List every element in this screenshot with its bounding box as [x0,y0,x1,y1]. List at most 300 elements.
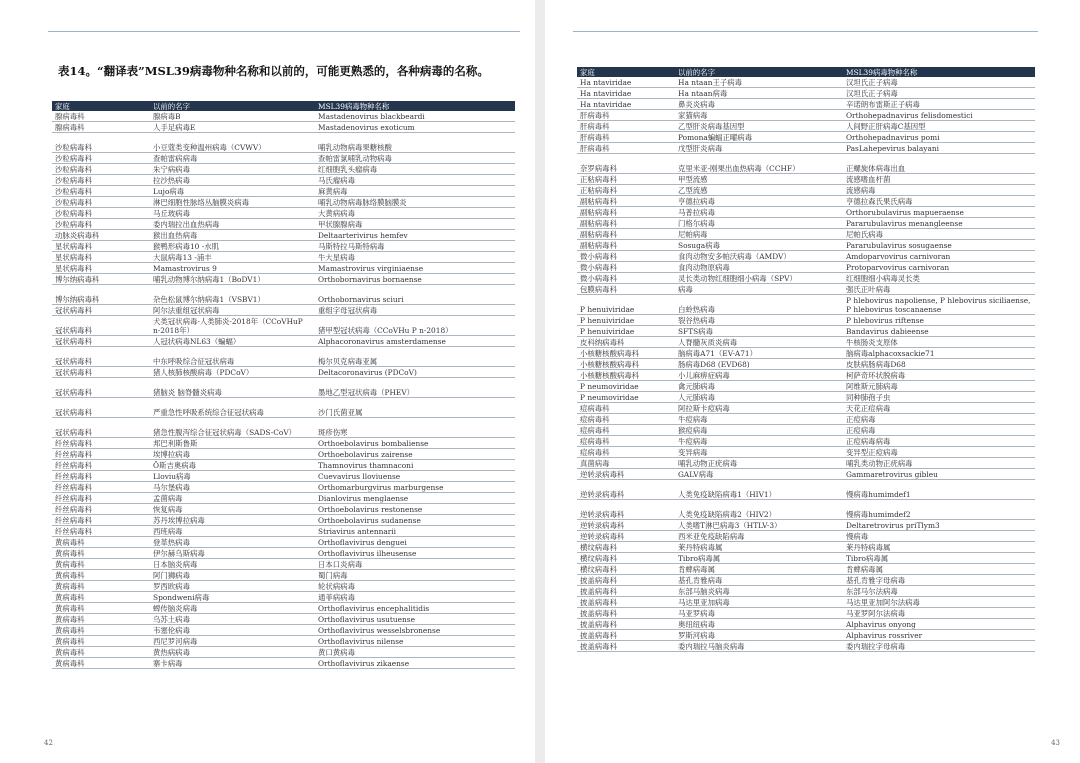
table-row [577,273,1035,284]
table-row [577,174,1035,185]
cell-msl39-name: Amdoparvovirus carnivoran [843,251,1035,262]
cell-msl39-name: P hlebovirus riftense [843,315,1035,326]
header-former-name: 以前的名字 [150,101,315,111]
cell-former-name: 乌苏土病毒 [150,614,315,625]
cell-former-name: 阿尔法重组冠状病毒 [150,305,315,316]
cell-family: 副粘病毒科 [577,196,675,207]
cell-msl39-name: Mastadenovirus exoticum [315,122,515,133]
header-former-name: 以前的名字 [675,67,843,77]
table-row [577,207,1035,218]
table-row [52,219,515,230]
cell-msl39-name: Alphacoronavirus amsterdamense [315,336,515,347]
table-row [577,542,1035,553]
cell-msl39-name: Cuevavirus lloviuense [315,471,515,482]
table-row [52,175,515,186]
cell-msl39-name: Gammaretrovirus gibleu [843,469,1035,480]
cell-family: 冠状病毒科 [52,378,150,398]
cell-family: 沙粒病毒科 [52,186,150,197]
cell-msl39-name: 基孔肯雅字母病毒 [843,575,1035,586]
cell-msl39-name: Orthohepadnavirus pomi [843,132,1035,143]
cell-msl39-name: 红细胞细小病毒灵长类 [843,273,1035,284]
right-page [545,0,1080,763]
table-row [52,438,515,449]
cell-family: 星状病毒科 [52,241,150,252]
cell-former-name: 奥纽纽病毒 [675,619,843,630]
cell-family: Ha ntaviridae [577,77,675,88]
cell-former-name: 家猫病毒 [675,110,843,121]
cell-family: 黄病毒科 [52,658,150,669]
cell-former-name: 邦巴利斯鲁斯 [150,438,315,449]
cell-former-name: Mamastrovirus 9 [150,263,315,274]
cell-family: 逆转录病毒科 [577,531,675,542]
cell-family: 副粘病毒科 [577,218,675,229]
cell-family: Ha ntaviridae [577,99,675,110]
cell-family: 痘病毒科 [577,447,675,458]
table-row [52,285,515,305]
cell-former-name: 韦塞伦病毒 [150,625,315,636]
table-row [52,449,515,460]
cell-former-name: Ha ntaan病毒 [675,88,843,99]
cell-former-name: 人元肺病毒 [675,392,843,403]
cell-msl39-name: 大黄病病毒 [315,208,515,219]
cell-msl39-name: 梅尔贝克病毒亚属 [315,347,515,367]
cell-msl39-name: Orthoflavivirus ilheusense [315,548,515,559]
cell-former-name: Lujo病毒 [150,186,315,197]
cell-former-name: 罗西欧病毒 [150,581,315,592]
table-row [52,658,515,669]
cell-former-name: 哺乳动物正疣病毒 [675,458,843,469]
cell-msl39-name: 慢病毒 [843,531,1035,542]
table-row [577,295,1035,315]
cell-family: 星状病毒科 [52,252,150,263]
table-row [577,597,1035,608]
cell-former-name: 东部马脑炎病毒 [675,586,843,597]
cell-msl39-name: Orthoebolavirus sudanense [315,515,515,526]
table-row [52,367,515,378]
table-row [52,153,515,164]
cell-former-name: 哺乳动物博尔纳病毒1（BoDV1） [150,274,315,285]
cell-msl39-name: 慢病毒humimdef2 [843,500,1035,520]
cell-family: 星状病毒科 [52,263,150,274]
cell-msl39-name: 辛诺朗布雷斯正子病毒 [843,99,1035,110]
table-caption: 表14。“翻译表”MSL39病毒物种名称和以前的，可能更熟悉的，各种病毒的名称。 [58,64,489,78]
cell-msl39-name: 查帕雷氯哺乳动物病毒 [315,153,515,164]
cell-msl39-name: 哺乳动物病毒脉络膜脑膜炎 [315,197,515,208]
cell-family: 冠状病毒科 [52,398,150,418]
cell-former-name: 犬类冠状病毒-人类肺炎-2018年（CCoVHuP n-2018年） [150,316,315,336]
table-row [52,274,515,285]
cell-former-name: Tibro病毒属 [675,553,843,564]
cell-family: 黄病毒科 [52,603,150,614]
cell-former-name: 马丘玻病毒 [150,208,315,219]
table-row [52,111,515,122]
cell-msl39-name: 亨德拉森氏果氏病毒 [843,196,1035,207]
table-row [52,482,515,493]
cell-family: 沙粒病毒科 [52,208,150,219]
cell-msl39-name: 轮状病病毒 [315,581,515,592]
cell-family: 黄病毒科 [52,559,150,570]
cell-family: 纤丝病毒科 [52,438,150,449]
table-row [52,305,515,316]
table-row [52,263,515,274]
table-row [577,154,1035,174]
cell-msl39-name: 黄口黄病毒 [315,647,515,658]
cell-former-name: 罗斯河病毒 [675,630,843,641]
cell-family: 冠状病毒科 [52,316,150,336]
cell-family: 黄病毒科 [52,592,150,603]
table-row [577,480,1035,500]
cell-family: 纤丝病毒科 [52,460,150,471]
table-row [577,121,1035,132]
cell-msl39-name: Orthoflavivirus denguei [315,537,515,548]
header-family: 家庭 [52,101,150,111]
table-body [577,77,1035,652]
cell-former-name: 小豆蔻类变种温州病毒（CVWV） [150,133,315,153]
table-row [52,614,515,625]
cell-msl39-name: 天花正痘病毒 [843,403,1035,414]
cell-former-name: 苏丹埃博拉病毒 [150,515,315,526]
cell-msl39-name: 牛大星病毒 [315,252,515,263]
cell-msl39-name: Orthoebolavirus bombaliense [315,438,515,449]
cell-former-name: Ö斯吉奥病毒 [150,460,315,471]
cell-msl39-name: 麻黄病毒 [315,186,515,197]
cell-family: 腺病毒科 [52,111,150,122]
cell-former-name: 猴痘病毒 [675,425,843,436]
cell-family: 纤丝病毒科 [52,515,150,526]
cell-msl39-name: PasLahepevirus balayani [843,143,1035,154]
cell-family: 纤丝病毒科 [52,482,150,493]
cell-family: 肝病毒科 [577,110,675,121]
cell-family: 包膜病毒科 [577,284,675,295]
virus-name-table-right [577,67,1035,652]
cell-former-name: 日本脑炎病毒 [150,559,315,570]
cell-msl39-name: 皮肤病肠病毒D68 [843,359,1035,370]
cell-former-name: 人类嗜T淋巴病毒3（HTLV-3） [675,520,843,531]
cell-family: 沙粒病毒科 [52,219,150,230]
table-row [577,425,1035,436]
cell-msl39-name: 正痘病毒 [843,414,1035,425]
cell-family: 小核糖核酸病毒科 [577,370,675,381]
cell-msl39-name: P hlebovirus napoliense, P hlebovirus siciliaense, P hlebovirus toscanaense [843,295,1035,315]
table-row [577,229,1035,240]
header-msl39-name: MSL39病毒物种名称 [843,67,1035,77]
cell-former-name: GALV病毒 [675,469,843,480]
cell-msl39-name: 流感病毒 [843,185,1035,196]
cell-msl39-name: 流感嗜血杆菌 [843,174,1035,185]
table-row [52,537,515,548]
cell-former-name: Pomona蝙蝠正曜病毒 [675,132,843,143]
table-row [577,641,1035,652]
table-row [577,447,1035,458]
cell-former-name: 禽元肺病毒 [675,381,843,392]
cell-family: 黄病毒科 [52,548,150,559]
table-row [577,326,1035,337]
cell-msl39-name: 委内瑞拉字母病毒 [843,641,1035,652]
cell-family: 小核糖核酸病毒科 [577,348,675,359]
table-row [52,570,515,581]
cell-msl39-name: Orthoebolavirus restonense [315,504,515,515]
table-row [52,471,515,482]
cell-family: 逆转录病毒科 [577,480,675,500]
cell-former-name: 乙型流感 [675,185,843,196]
cell-family: 横纹病毒科 [577,542,675,553]
cell-former-name: 牛痘病毒 [675,414,843,425]
cell-family: 皮科纳病毒科 [577,337,675,348]
cell-former-name: 马亚罗病毒 [675,608,843,619]
cell-former-name: 大鼠病毒13 -浦丰 [150,252,315,263]
table-row [577,196,1035,207]
cell-msl39-name: Striavirus antennarii [315,526,515,537]
cell-family: 黄病毒科 [52,625,150,636]
cell-msl39-name: 正螺旋体病毒出血 [843,154,1035,174]
cell-family: 逆转录病毒科 [577,520,675,531]
cell-msl39-name: 哺乳动物病毒果糖核酸 [315,133,515,153]
table-row [52,460,515,471]
cell-former-name: 甲型流感 [675,174,843,185]
cell-family: 博尔纳病毒科 [52,285,150,305]
cell-former-name: 人类免疫缺陷病毒1（HIV1） [675,480,843,500]
header-family: 家庭 [577,67,675,77]
cell-msl39-name: 汉坦氏正子病毒 [843,88,1035,99]
page-number: 42 [44,739,53,747]
table-row [577,520,1035,531]
cell-former-name: 中东呼吸综合征冠状病毒 [150,347,315,367]
cell-family: 沙粒病毒科 [52,153,150,164]
cell-msl39-name: Protoparvovirus carnivoran [843,262,1035,273]
cell-msl39-name: 尼帕氏病毒 [843,229,1035,240]
cell-family: 冠状病毒科 [52,347,150,367]
cell-family: 副粘病毒科 [577,207,675,218]
table-row [577,337,1035,348]
cell-msl39-name: Pararubulavirus menangleense [843,218,1035,229]
table-row [52,493,515,504]
table-row [52,241,515,252]
table-row [52,347,515,367]
cell-msl39-name: 重组字母冠状病毒 [315,305,515,316]
cell-family: 纤丝病毒科 [52,493,150,504]
table-row [577,88,1035,99]
table-row [52,378,515,398]
table-row [577,608,1035,619]
table-row [577,284,1035,295]
cell-msl39-name: 肯蜱病毒属 [843,564,1035,575]
table-row [52,398,515,418]
table-row [52,548,515,559]
table-row [52,592,515,603]
table-body [52,111,515,669]
top-rule [48,31,520,32]
cell-former-name: 猪急性腹泻综合征冠状病毒（SADS-CoV） [150,418,315,438]
cell-msl39-name: 东部马尔法病毒 [843,586,1035,597]
cell-msl39-name: Orthoflavivirus zikaense [315,658,515,669]
cell-former-name: 尼帕病毒 [675,229,843,240]
cell-former-name: 西米亚免疫缺陷病毒 [675,531,843,542]
cell-msl39-name: 莱丹特病毒属 [843,542,1035,553]
table-row [52,581,515,592]
cell-family: 纤丝病毒科 [52,471,150,482]
cell-msl39-name: Dianlovirus menglaense [315,493,515,504]
cell-former-name: Sosuga病毒 [675,240,843,251]
table-row [52,636,515,647]
cell-msl39-name: 斑疹伤寒 [315,418,515,438]
table-row [52,316,515,336]
cell-former-name: 白蛉热病毒 [675,295,843,315]
cell-family: 披盖病毒科 [577,597,675,608]
cell-family: 肝病毒科 [577,143,675,154]
cell-former-name: SFTS病毒 [675,326,843,337]
cell-msl39-name: Alphavirus onyong [843,619,1035,630]
table-row [577,392,1035,403]
cell-msl39-name: Pararubulavirus sosugaense [843,240,1035,251]
table-row [52,559,515,570]
cell-former-name: 猪人核肺核酸病毒（PDCoV） [150,367,315,378]
cell-family: 披盖病毒科 [577,619,675,630]
cell-family: 披盖病毒科 [577,641,675,652]
cell-family: 博尔纳病毒科 [52,274,150,285]
cell-msl39-name: Orthoflavivirus wesselsbronense [315,625,515,636]
cell-former-name: 基孔肯雅病毒 [675,575,843,586]
cell-former-name: 人冠状病毒NL63（蝙蝠） [150,336,315,347]
cell-msl39-name: 墨地乙型冠状病毒（PHEV） [315,378,515,398]
cell-msl39-name: Orthobornavirus sciuri [315,285,515,305]
cell-family: 横纹病毒科 [577,553,675,564]
top-rule [573,31,1038,32]
cell-family: 痘病毒科 [577,403,675,414]
table-row [577,458,1035,469]
cell-family: 黄病毒科 [52,614,150,625]
cell-former-name: 小儿麻痹症病毒 [675,370,843,381]
cell-msl39-name: Mamastrovirus virginiaense [315,263,515,274]
cell-family: 冠状病毒科 [52,418,150,438]
cell-former-name: 门格尔病毒 [675,218,843,229]
cell-family: P henuiviridae [577,326,675,337]
cell-former-name: 杂色松鼠博尔纳病毒1（VSBV1） [150,285,315,305]
cell-former-name: 变异病毒 [675,447,843,458]
cell-former-name: 西尼罗河病毒 [150,636,315,647]
cell-former-name: 西班病毒 [150,526,315,537]
cell-family: 黄病毒科 [52,537,150,548]
cell-msl39-name: 汉坦氏正子病毒 [843,77,1035,88]
cell-former-name: 孟菌病毒 [150,493,315,504]
table-row [52,133,515,153]
cell-family: 披盖病毒科 [577,575,675,586]
table-row [577,262,1035,273]
table-row [577,469,1035,480]
cell-former-name: 肠病毒D68 (EVD68) [675,359,843,370]
cell-former-name: 病毒 [675,284,843,295]
cell-family: 黄病毒科 [52,570,150,581]
cell-family: 腺病毒科 [52,122,150,133]
cell-former-name: 阿门狮病毒 [150,570,315,581]
cell-family: 动脉炎病毒科 [52,230,150,241]
cell-family: Ha ntaviridae [577,88,675,99]
cell-msl39-name: 马达里亚加阿尔法病毒 [843,597,1035,608]
table-header-row [577,67,1035,77]
table-row [52,252,515,263]
cell-family: 沙粒病毒科 [52,133,150,153]
cell-former-name: 淋巴细胞性脉络丛脑膜炎病毒 [150,197,315,208]
page-number: 43 [1051,739,1060,747]
cell-family: 纤丝病毒科 [52,449,150,460]
cell-family: 痘病毒科 [577,414,675,425]
cell-former-name: 马普拉病毒 [675,207,843,218]
cell-former-name: 恢复病毒 [150,504,315,515]
cell-msl39-name: 甲状腺腺病毒 [315,219,515,230]
cell-former-name: 人脊髓灰质炎病毒 [675,337,843,348]
cell-former-name: 委内瑞拉马脑炎病毒 [675,641,843,652]
cell-family: 肝病毒科 [577,132,675,143]
cell-family: 黄病毒科 [52,636,150,647]
cell-family: 痘病毒科 [577,436,675,447]
table-row [52,647,515,658]
table-row [577,531,1035,542]
cell-family: 披盖病毒科 [577,630,675,641]
cell-family: 沙粒病毒科 [52,164,150,175]
cell-former-name: Lloviu病毒 [150,471,315,482]
cell-former-name: 克里米亚-刚果出血热病毒（CCHF） [675,154,843,174]
cell-former-name: 莱丹特病毒属 [675,542,843,553]
table-row [577,185,1035,196]
cell-family: 微小病毒科 [577,262,675,273]
cell-family: 冠状病毒科 [52,336,150,347]
cell-former-name: 食肉动物原病毒 [675,262,843,273]
cell-former-name: 登革热病毒 [150,537,315,548]
cell-msl39-name: 哺乳类动物正疣病毒 [843,458,1035,469]
cell-former-name: 朱宁病病毒 [150,164,315,175]
table-row [577,240,1035,251]
cell-former-name: 委内瑞拉出血热病毒 [150,219,315,230]
cell-family: P neumoviridae [577,392,675,403]
cell-family: 小核糖核酸病毒科 [577,359,675,370]
table-row [52,122,515,133]
cell-msl39-name: Orthoflavivirus nilense [315,636,515,647]
table-row [577,348,1035,359]
cell-former-name: 马达里亚加病毒 [675,597,843,608]
cell-family: 微小病毒科 [577,251,675,262]
cell-msl39-name: Orthomarburgvirus marburgense [315,482,515,493]
cell-msl39-name: 正痘病毒病毒 [843,436,1035,447]
cell-msl39-name: Orthohepadnavirus felisdomestici [843,110,1035,121]
cell-family: 逆转录病毒科 [577,469,675,480]
cell-msl39-name: 柯萨奇环状脱病毒 [843,370,1035,381]
cell-msl39-name: Deltaretrovirus priTlym3 [843,520,1035,531]
cell-former-name: 猪脑炎 脑脊髓炎病毒 [150,378,315,398]
cell-former-name: 阿拉斯卡痘病毒 [675,403,843,414]
cell-former-name: 马尔堡病毒 [150,482,315,493]
cell-former-name: 伊尔赫乌斯病毒 [150,548,315,559]
cell-family: P henuiviridae [577,315,675,326]
table-row [577,619,1035,630]
cell-msl39-name: Deltacoronavirus (PDCoV) [315,367,515,378]
cell-family: 痘病毒科 [577,425,675,436]
cell-msl39-name: Orthoflavivirus usutuense [315,614,515,625]
cell-former-name: 拉沙热病毒 [150,175,315,186]
table-row [577,436,1035,447]
cell-former-name: 裂谷热病毒 [675,315,843,326]
cell-former-name: 腺病毒B [150,111,315,122]
cell-msl39-name: 阿维斯元肺病毒 [843,381,1035,392]
cell-family: P henuiviridae [577,295,675,315]
table-row [577,99,1035,110]
cell-msl39-name: 同种肺孢子虫 [843,392,1035,403]
table-row [52,625,515,636]
cell-msl39-name: 人间野正肝病毒C基因型 [843,121,1035,132]
cell-family: 肝病毒科 [577,121,675,132]
cell-msl39-name: 红细胞乳头瘤病毒 [315,164,515,175]
cell-family: 副粘病毒科 [577,229,675,240]
cell-msl39-name: 猪甲型冠状病毒（CCoVHu P n-2018） [315,316,515,336]
cell-msl39-name: Orthorubulavirus mapueraense [843,207,1035,218]
